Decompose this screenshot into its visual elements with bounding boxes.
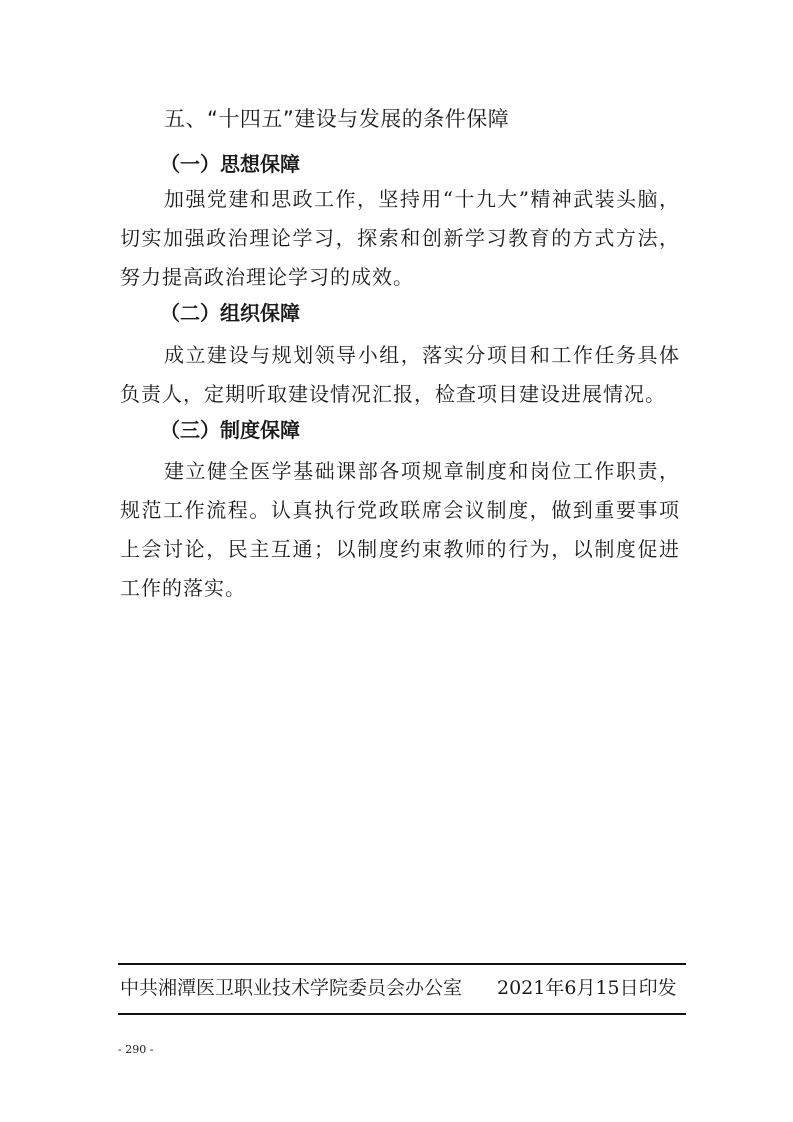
section-heading: 五、“十四五”建设与发展的条件保障 (164, 107, 510, 131)
subsection-heading-organization: （二）组织保障 (160, 301, 300, 325)
footer-issuer: 中共湘潭医卫职业技术学院委员会办公室 (120, 977, 463, 999)
subsection-body-system: 建立健全医学基础课部各项规章制度和岗位工作职责，规范工作流程。认真执行党政联席会议制度，做到重要事项上会讨论，民主互通；以制度约束教师的行为，以制度促进工作的落实。 (120, 459, 680, 600)
subsection-heading-system: （三）制度保障 (160, 418, 300, 442)
subsection-body-organization: 成立建设与规划领导小组，落实分项目和工作任务具体负责人，定期听取建设情况汇报，检查项目建设进展情况。 (120, 343, 680, 406)
footer-bottom-rule (118, 1013, 686, 1015)
footer-issue-date: 2021年6月15日印发 (497, 977, 677, 999)
subsection-body-ideology: 加强党建和思政工作，坚持用“十九大”精神武装头脑，切实加强政治理论学习，探索和创新学习教育的方式方法，努力提高政治理论学习的成效。 (120, 187, 680, 289)
footer-top-rule (118, 963, 686, 965)
subsection-heading-ideology: （一）思想保障 (160, 152, 300, 176)
page-number: - 290 - (118, 1043, 154, 1056)
